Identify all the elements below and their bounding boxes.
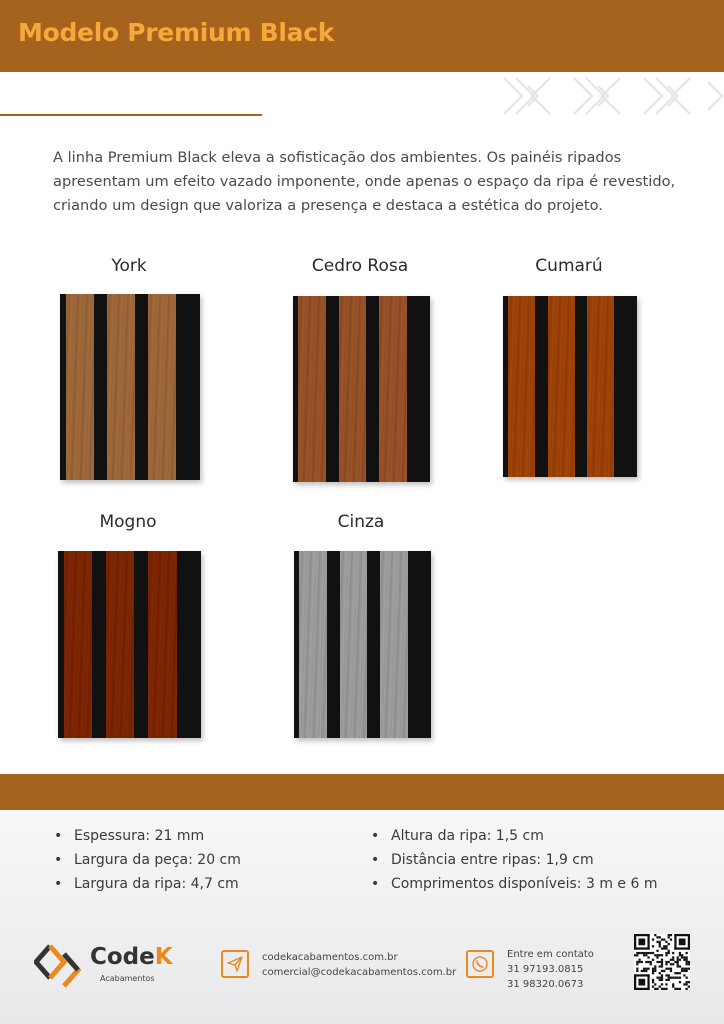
spec-item: • Espessura: 21 mm: [54, 824, 241, 848]
wood-slat: [148, 551, 177, 738]
intro-paragraph: A linha Premium Black eleva a sofisticação dos ambientes. Os painéis ripados apresentam um efeito vazado imponente, onde apenas o espaço da ripa é revestido, criando um design que valoriza a presença e destaca a estética do projeto.: [53, 149, 676, 214]
brand-accent: K: [154, 944, 173, 970]
send-icon: [221, 950, 249, 978]
wood-slat: [587, 296, 614, 477]
spec-item: • Comprimentos disponíveis: 3 m e 6 m: [371, 872, 657, 896]
email-contact: [262, 950, 456, 980]
finish-panel-sample: [503, 296, 637, 477]
finish-panel-sample: [58, 551, 201, 738]
wood-slat: [380, 551, 407, 738]
qr-code-icon[interactable]: [634, 934, 690, 990]
wood-slat: [106, 551, 135, 738]
finish-name: York: [111, 256, 147, 276]
wood-slat: [379, 296, 406, 482]
specs-section: [0, 810, 724, 1024]
whatsapp-icon: [466, 950, 494, 978]
finish-panel-sample: [294, 551, 431, 738]
spec-item: • Largura da ripa: 4,7 cm: [54, 872, 241, 896]
phone-contact: [507, 947, 594, 992]
brand-subtitle: Acabamentos: [100, 974, 155, 983]
phone-number[interactable]: 31 98320.0673: [507, 979, 584, 990]
brand-name: [90, 944, 173, 970]
specs-bar: [0, 774, 724, 810]
codek-logo: [34, 940, 174, 990]
specs-list-right: [371, 824, 657, 896]
wood-slat: [339, 296, 366, 482]
wood-slat: [299, 551, 326, 738]
header-bar: [0, 0, 724, 72]
specs-list-left: [54, 824, 241, 896]
wood-slat: [508, 296, 535, 477]
finish-panel-sample: [293, 296, 430, 482]
page-title: Modelo Premium Black: [18, 18, 335, 47]
codek-logo-icon: [34, 940, 86, 990]
finish-panel-sample: [60, 294, 200, 480]
wood-slat: [64, 551, 93, 738]
finish-name: Mogno: [99, 512, 157, 532]
spec-item: • Distância entre ripas: 1,9 cm: [371, 848, 657, 872]
wood-slat: [148, 294, 176, 480]
phone-number[interactable]: 31 97193.0815: [507, 964, 584, 975]
wood-slat: [107, 294, 135, 480]
wood-slat: [340, 551, 367, 738]
wood-slat: [298, 296, 325, 482]
section-divider: [0, 114, 262, 116]
brand-text: Code: [90, 944, 155, 970]
finish-name: Cedro Rosa: [311, 256, 409, 276]
decorative-pattern-icon: [494, 72, 724, 120]
wood-slat: [548, 296, 575, 477]
spec-item: • Largura da peça: 20 cm: [54, 848, 241, 872]
email-link[interactable]: comercial@codekacabamentos.com.br: [262, 967, 457, 978]
finish-name: Cinza: [337, 512, 385, 532]
finish-name: Cumarú: [535, 256, 603, 276]
website-link[interactable]: codekacabamentos.com.br: [262, 952, 398, 963]
contact-label: Entre em contato: [507, 949, 594, 960]
wood-slat: [66, 294, 94, 480]
spec-item: • Altura da ripa: 1,5 cm: [371, 824, 657, 848]
